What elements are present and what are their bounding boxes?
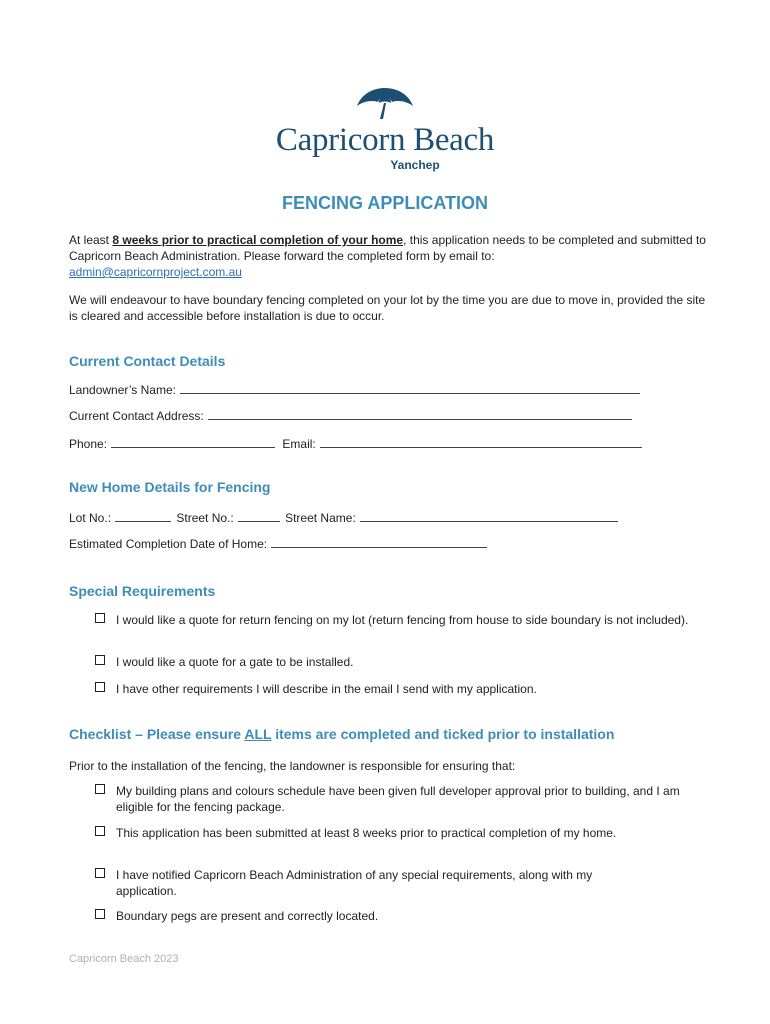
completion-date-label: Estimated Completion Date of Home: — [69, 537, 268, 551]
checkbox[interactable] — [95, 909, 105, 919]
email-label: Email: — [282, 437, 316, 451]
intro-paragraph — [69, 232, 709, 280]
street-name-field[interactable] — [360, 510, 618, 522]
street-name-label: Street Name: — [285, 511, 356, 525]
lot-number-label: Lot No.: — [69, 511, 112, 525]
checklist-heading-end: items are completed and ticked prior to installation — [271, 726, 615, 742]
contact-address-label: Current Contact Address: — [69, 409, 204, 423]
checklist-item-text: My building plans and colours schedule have been given full developer approval prior to building, and I am eligible for the fencing package. — [116, 784, 680, 814]
landowner-name-row — [69, 382, 640, 398]
checkbox[interactable] — [95, 784, 105, 794]
completion-date-field[interactable] — [271, 536, 487, 548]
intro-paragraph-2: We will endeavour to have boundary fencing completed on your lot by the time you are due to move in, provided the site is cleared and accessible before installation is due to occur. — [69, 293, 706, 323]
special-item — [95, 612, 705, 628]
special-item — [95, 654, 705, 670]
logo-name: Capricorn Beach — [275, 122, 495, 158]
special-item-text: I have other requirements I will describe in the email I send with my application. — [116, 682, 537, 696]
email-field[interactable] — [320, 436, 642, 448]
new-home-heading: New Home Details for Fencing — [69, 479, 271, 495]
checklist-heading-start: Checklist – Please ensure — [69, 726, 245, 742]
intro-deadline-emphasis: 8 weeks prior to practical completion of your home — [112, 233, 404, 247]
checkbox[interactable] — [95, 613, 105, 623]
special-requirements-heading: Special Requirements — [69, 583, 216, 599]
special-item — [95, 681, 705, 697]
checkbox[interactable] — [95, 868, 105, 878]
checklist-item — [95, 867, 705, 899]
checklist-item — [95, 825, 705, 841]
checklist-item-text: Boundary pegs are present and correctly located. — [116, 909, 379, 923]
completion-date-row — [69, 536, 487, 552]
contact-address-field[interactable] — [208, 408, 632, 420]
street-number-label: Street No.: — [176, 511, 234, 525]
intro-text-start: At least — [69, 233, 113, 247]
checklist-item — [95, 783, 705, 815]
special-item-text: I would like a quote for a gate to be installed. — [116, 655, 354, 669]
landowner-name-field[interactable] — [180, 382, 640, 394]
checklist-heading — [69, 726, 614, 742]
contact-address-row — [69, 408, 632, 424]
checkbox[interactable] — [95, 826, 105, 836]
checklist-heading-emphasis: ALL — [244, 726, 272, 742]
lot-street-row — [69, 510, 618, 526]
checkbox[interactable] — [95, 682, 105, 692]
checklist-intro: Prior to the installation of the fencing, the landowner is responsible for ensuring that: — [69, 759, 516, 773]
special-item-text: I would like a quote for return fencing on my lot (return fencing from house to side boundary is not included). — [116, 613, 689, 627]
contact-heading: Current Contact Details — [69, 353, 226, 369]
checklist-item-text: I have notified Capricorn Beach Administration of any special requirements, along with my application. — [116, 868, 593, 898]
lot-number-field[interactable] — [115, 510, 171, 522]
checklist-item — [95, 908, 705, 924]
intro-text-end: , this application needs to be completed and submitted to Capricorn Beach Administration. Please forward the completed form by email to: — [69, 233, 706, 263]
page-title: FENCING APPLICATION — [282, 193, 488, 213]
admin-email-link[interactable]: admin@capricornproject.com.au — [69, 265, 242, 279]
checkbox[interactable] — [95, 655, 105, 665]
street-number-field[interactable] — [238, 510, 280, 522]
logo-subtitle: Yanchep — [390, 158, 440, 172]
landowner-name-label: Landowner’s Name: — [69, 383, 176, 397]
checklist-item-text: This application has been submitted at least 8 weeks prior to practical completion of my home. — [116, 826, 617, 840]
capricorn-beach-logo — [0, 86, 770, 172]
phone-field[interactable] — [111, 436, 275, 448]
palm-umbrella-icon — [354, 86, 416, 120]
footer-text: Capricorn Beach 2023 — [69, 953, 179, 965]
phone-label: Phone: — [69, 437, 108, 451]
phone-email-row — [69, 436, 642, 452]
